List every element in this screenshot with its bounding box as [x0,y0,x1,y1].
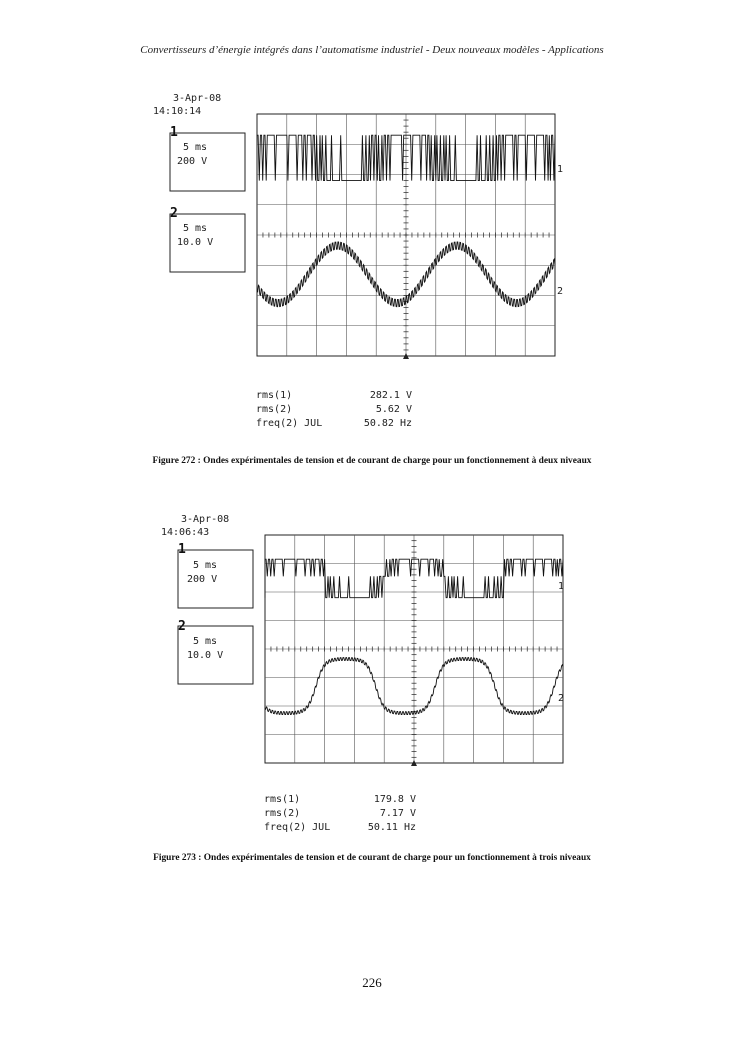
measurement-value: 5.62 V [375,404,412,415]
trace-1-label: 1 [558,581,565,592]
oscilloscope-screen [158,510,578,870]
measurement-label: rms(1) [264,794,301,805]
channel-2-number: 2 [178,619,186,634]
measurements [264,794,416,833]
measurement-value: 282.1 V [369,390,412,401]
measurement-value: 7.17 V [379,808,416,819]
channel-2-timebase: 5 ms [183,223,208,234]
trace-1-label: 1 [557,164,564,175]
figure-caption: Figure 272 : Ondes expérimentales de tension et de courant de charge pour un fonctionnement à deux niveaux [152,456,592,466]
oscilloscope-screen [150,90,570,450]
channel-1-number: 1 [170,125,178,140]
measurement-value: 50.11 Hz [367,822,416,833]
figure-caption: Figure 273 : Ondes expérimentales de tension et de courant de charge pour un fonctionnement à trois niveaux [153,853,591,863]
measurement-label: freq(2) JUL [256,418,323,429]
measurement-value: 50.82 Hz [363,418,412,429]
page-number: 226 [362,975,382,990]
channel-1-timebase: 5 ms [183,142,208,153]
trace-2-label: 2 [557,286,564,297]
channel-2-timebase: 5 ms [193,636,218,647]
channel-2-number: 2 [170,206,178,221]
scope-time: 14:10:14 [153,106,202,117]
measurement-label: rms(2) [264,808,301,819]
channel-1-scale: 200 V [187,574,218,585]
oscilloscope-figure-273 [158,510,578,870]
measurement-label: rms(2) [256,404,293,415]
running-header: Convertisseurs d’énergie intégrés dans l’automatisme industriel - Deux nouveaux modèles - Applications [140,44,604,56]
scope-grid [265,535,563,766]
oscilloscope-figure-272 [150,90,570,450]
trace-2-label: 2 [558,693,565,704]
channel-1-scale: 200 V [177,156,208,167]
channel-2-scale: 10.0 V [187,650,224,661]
channel-1-number: 1 [178,542,186,557]
scope-time: 14:06:43 [161,527,210,538]
scope-date: 3-Apr-08 [181,514,230,525]
measurements [256,390,412,429]
channel-2-scale: 10.0 V [177,237,214,248]
scope-date: 3-Apr-08 [173,93,222,104]
measurement-label: freq(2) JUL [264,822,331,833]
measurement-value: 179.8 V [373,794,416,805]
channel-1-timebase: 5 ms [193,560,218,571]
measurement-label: rms(1) [256,390,293,401]
